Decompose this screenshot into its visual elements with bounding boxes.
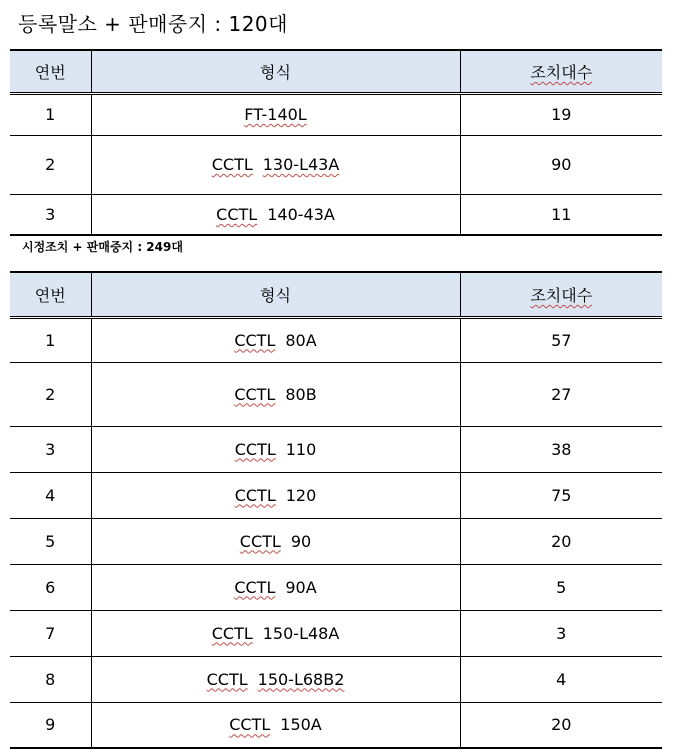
model-name: FT-140L bbox=[244, 105, 307, 124]
model-prefix: CCTL bbox=[229, 715, 271, 735]
model-code: 90A bbox=[285, 577, 317, 597]
model-prefix: CCTL bbox=[234, 577, 276, 597]
column-header-model: 형식 bbox=[91, 50, 460, 93]
cell-count: 4 bbox=[460, 656, 662, 702]
column-header-number: 연번 bbox=[10, 272, 91, 317]
recall-table-deregistration bbox=[10, 49, 662, 236]
cell-count: 20 bbox=[460, 518, 662, 564]
table-row bbox=[10, 656, 662, 702]
cell-count: 3 bbox=[460, 610, 662, 656]
model-prefix: CCTL bbox=[211, 155, 253, 174]
table-row bbox=[10, 702, 662, 748]
model-prefix: CCTL bbox=[234, 485, 276, 505]
table-row bbox=[10, 472, 662, 518]
cell-count: 11 bbox=[460, 194, 662, 235]
cell-number: 9 bbox=[10, 702, 91, 748]
model-prefix: CCTL bbox=[206, 669, 248, 689]
recall-table-corrective-action bbox=[10, 271, 662, 749]
model-prefix: CCTL bbox=[216, 204, 258, 224]
model-code: 150-L68B2 bbox=[257, 669, 345, 689]
cell-count: 75 bbox=[460, 472, 662, 518]
cell-model bbox=[91, 656, 460, 702]
column-header-count bbox=[460, 272, 662, 317]
model-prefix: CCTL bbox=[234, 439, 276, 459]
section1-heading: 등록말소 + 판매중지 : 120대 bbox=[18, 12, 288, 36]
cell-count: 38 bbox=[460, 426, 662, 472]
table-row bbox=[10, 426, 662, 472]
model-code: 90 bbox=[290, 531, 312, 551]
cell-model bbox=[91, 194, 460, 235]
table-row bbox=[10, 610, 662, 656]
cell-count: 19 bbox=[460, 93, 662, 135]
cell-model bbox=[91, 362, 460, 426]
cell-model bbox=[91, 426, 460, 472]
cell-number: 6 bbox=[10, 564, 91, 610]
model-code: 80A bbox=[285, 330, 317, 350]
cell-model bbox=[91, 518, 460, 564]
model-prefix: CCTL bbox=[234, 330, 276, 350]
table-row bbox=[10, 564, 662, 610]
cell-number: 1 bbox=[10, 317, 91, 362]
cell-number: 1 bbox=[10, 93, 91, 135]
table-row bbox=[10, 194, 662, 235]
cell-number: 3 bbox=[10, 194, 91, 235]
model-code: 110 bbox=[285, 439, 317, 459]
table-row bbox=[10, 518, 662, 564]
model-prefix: CCTL bbox=[211, 623, 253, 643]
model-code: 130-L43A bbox=[262, 155, 340, 174]
table-row bbox=[10, 317, 662, 362]
column-header-number: 연번 bbox=[10, 50, 91, 93]
model-code: 120 bbox=[285, 485, 317, 505]
table-header-row bbox=[10, 50, 662, 93]
cell-model bbox=[91, 702, 460, 748]
cell-model bbox=[91, 93, 460, 135]
column-header-count-label: 조치대수 bbox=[530, 285, 593, 305]
cell-count: 90 bbox=[460, 135, 662, 194]
cell-number: 8 bbox=[10, 656, 91, 702]
model-prefix: CCTL bbox=[239, 531, 281, 551]
model-code: 150-L48A bbox=[262, 623, 340, 643]
cell-number: 4 bbox=[10, 472, 91, 518]
cell-count: 57 bbox=[460, 317, 662, 362]
cell-model bbox=[91, 472, 460, 518]
cell-number: 2 bbox=[10, 135, 91, 194]
cell-model bbox=[91, 135, 460, 194]
cell-number: 5 bbox=[10, 518, 91, 564]
column-header-model: 형식 bbox=[91, 272, 460, 317]
model-code: 140-43A bbox=[267, 204, 335, 224]
column-header-count-label: 조치대수 bbox=[530, 62, 593, 82]
cell-count: 5 bbox=[460, 564, 662, 610]
cell-number: 2 bbox=[10, 362, 91, 426]
cell-count: 20 bbox=[460, 702, 662, 748]
column-header-count bbox=[460, 50, 662, 93]
table-row bbox=[10, 93, 662, 135]
model-code: 150A bbox=[280, 715, 322, 735]
table-row bbox=[10, 362, 662, 426]
cell-model bbox=[91, 564, 460, 610]
cell-model bbox=[91, 317, 460, 362]
section2-heading: 시정조치 + 판매중지 : 249대 bbox=[22, 240, 183, 254]
model-prefix: CCTL bbox=[234, 384, 276, 404]
table-row bbox=[10, 135, 662, 194]
cell-number: 3 bbox=[10, 426, 91, 472]
model-code: 80B bbox=[285, 384, 317, 404]
cell-count: 27 bbox=[460, 362, 662, 426]
cell-model bbox=[91, 610, 460, 656]
cell-number: 7 bbox=[10, 610, 91, 656]
table-header-row bbox=[10, 272, 662, 317]
